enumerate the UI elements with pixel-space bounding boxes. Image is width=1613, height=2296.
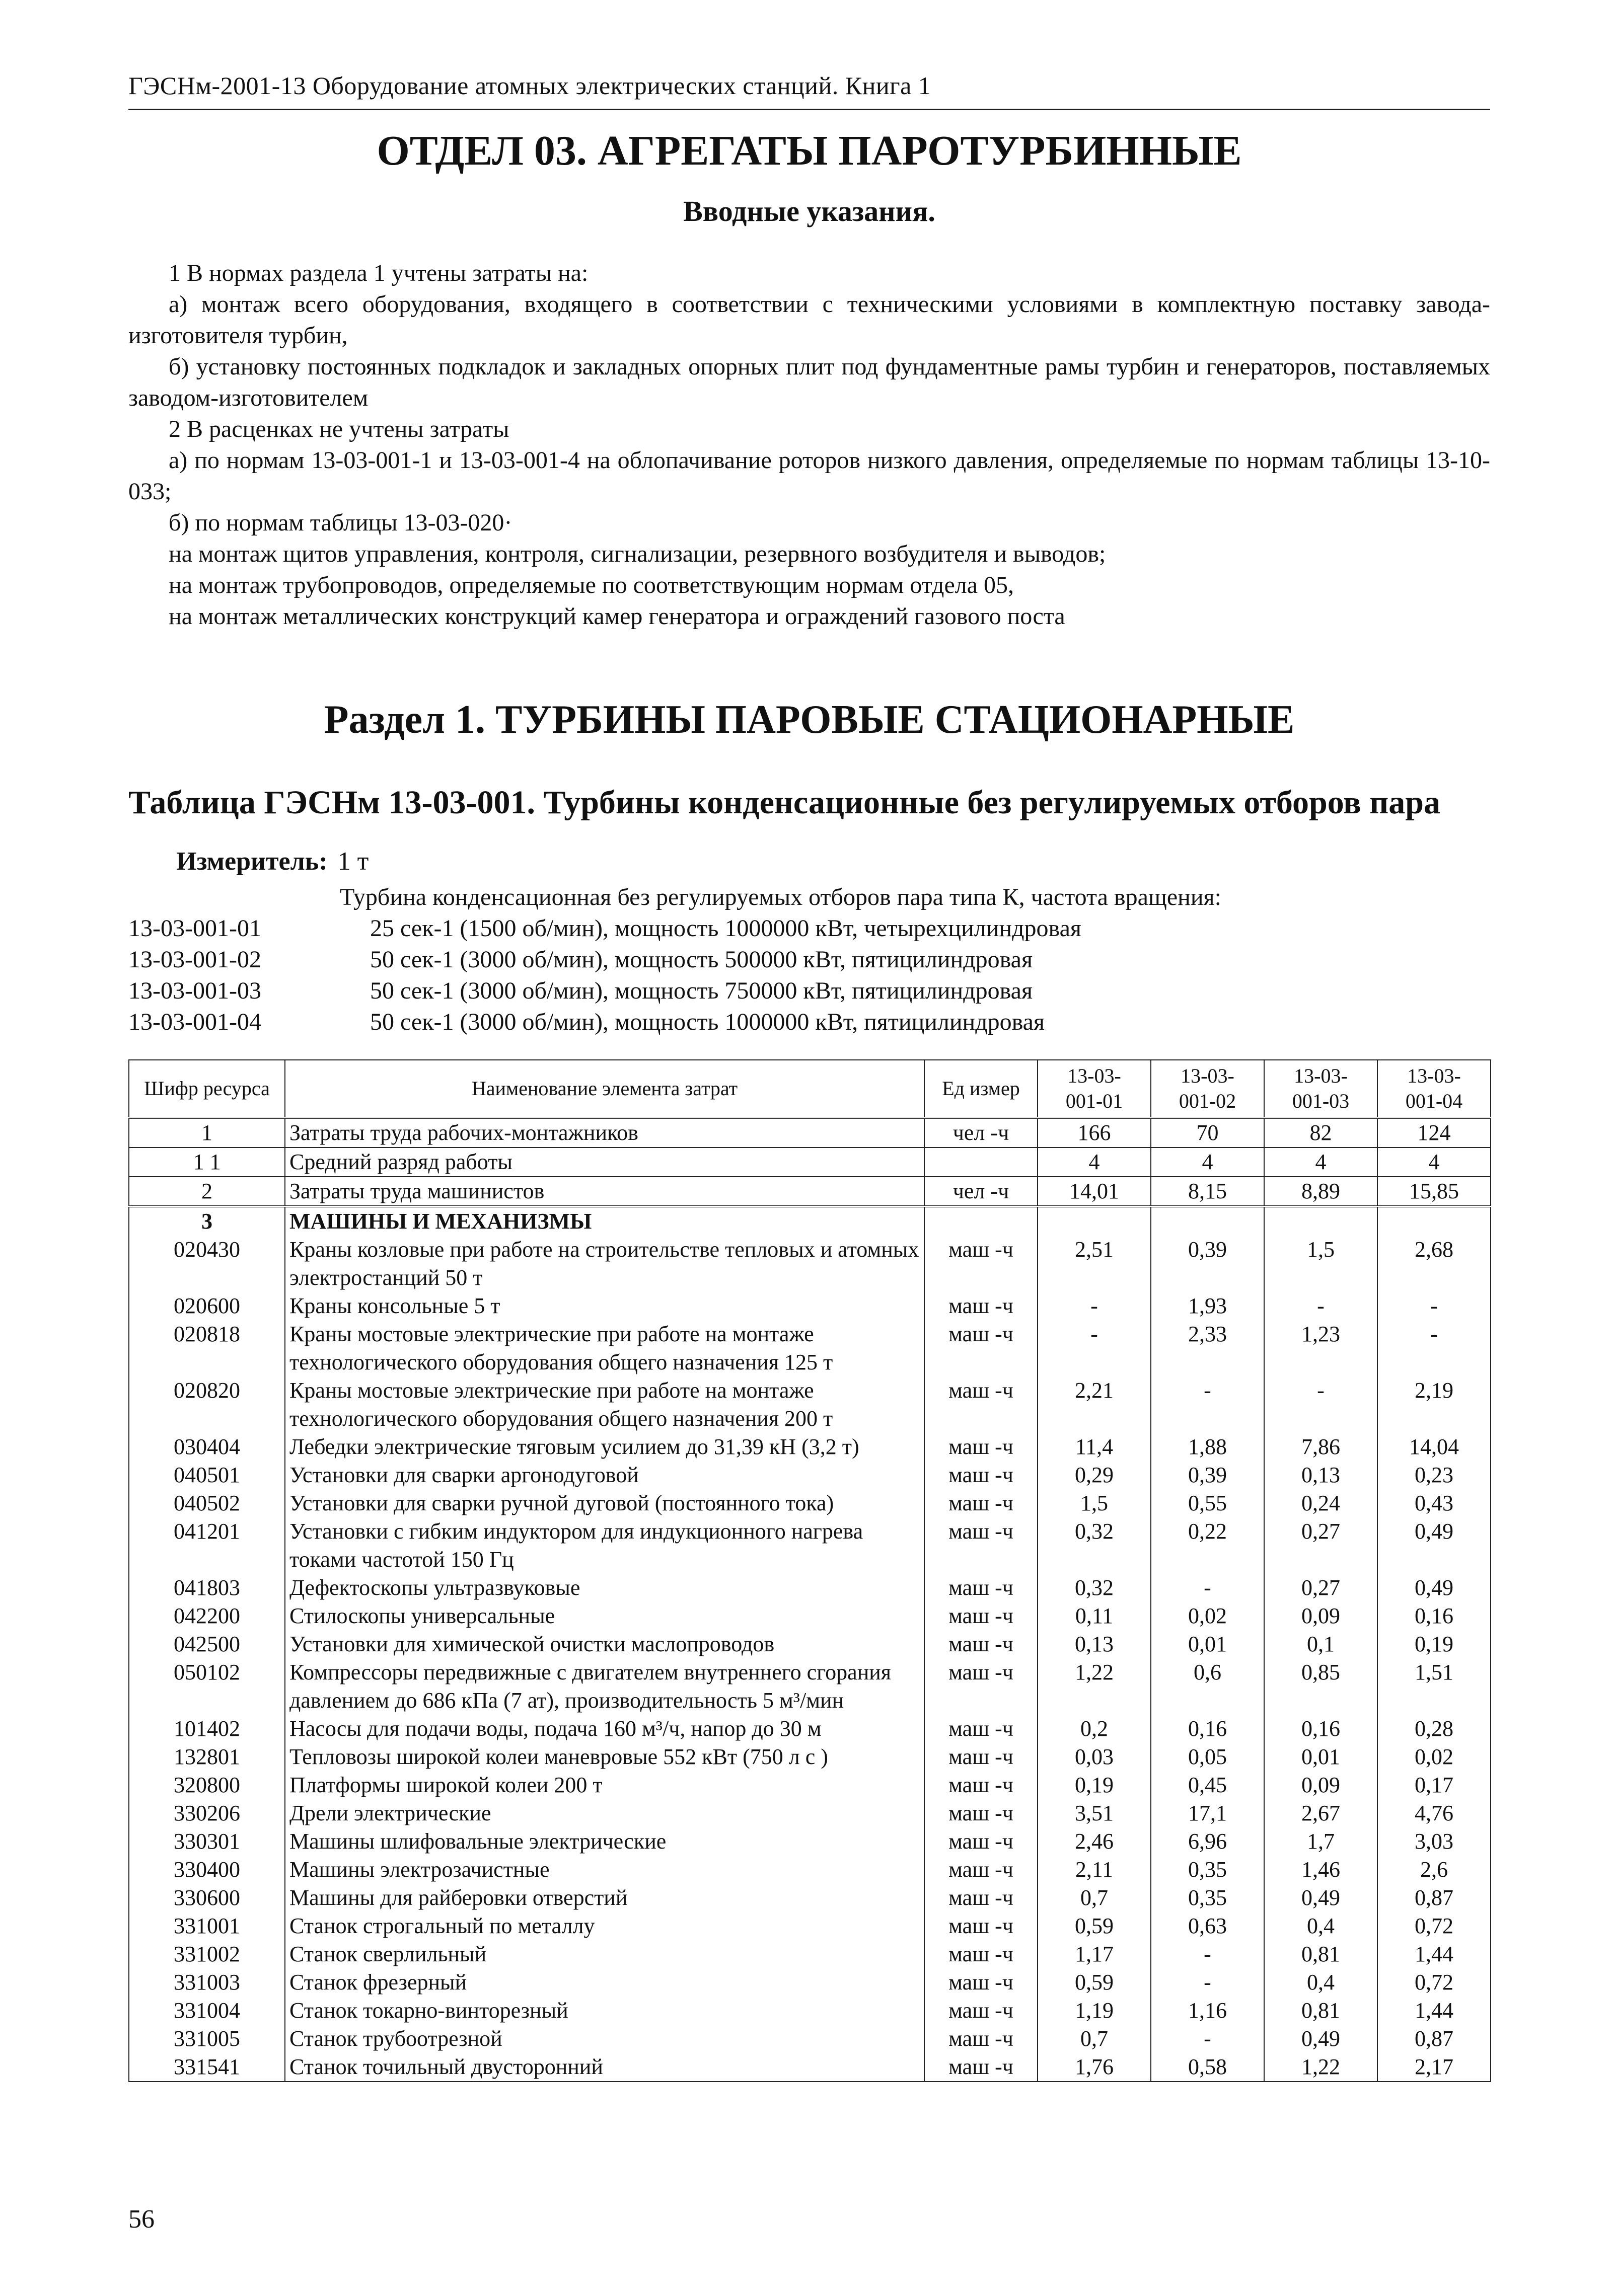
variant-row xyxy=(128,944,1490,975)
resource-value: 1,44 xyxy=(1377,1997,1491,2025)
table-row xyxy=(129,1856,1491,1884)
resource-unit: маш -ч xyxy=(924,2053,1038,2082)
resource-code: 1 xyxy=(129,1118,285,1147)
meter-label: Измеритель: xyxy=(176,847,328,876)
resource-value: 1,22 xyxy=(1038,1658,1151,1715)
resource-value xyxy=(1264,1206,1377,1236)
resource-value: 17,1 xyxy=(1151,1799,1264,1827)
meter-value: 1 т xyxy=(337,847,369,876)
resource-name: Дрели электрические xyxy=(285,1799,924,1827)
resource-value: 70 xyxy=(1151,1118,1264,1147)
table-row xyxy=(129,2053,1491,2082)
resource-value: 82 xyxy=(1264,1118,1377,1147)
table-row xyxy=(129,1292,1491,1320)
resource-value: 4,76 xyxy=(1377,1799,1491,1827)
variant-text: 50 сек-1 (3000 об/мин), мощность 750000 кВт, пятицилиндровая xyxy=(370,977,1033,1004)
resource-value: - xyxy=(1377,1292,1491,1320)
resource-unit: маш -ч xyxy=(924,1376,1038,1433)
resource-value: 0,35 xyxy=(1151,1856,1264,1884)
resource-name: Установки для сварки аргонодуговой xyxy=(285,1461,924,1489)
resource-name: Платформы широкой колеи 200 т xyxy=(285,1771,924,1799)
resource-value: 0,13 xyxy=(1264,1461,1377,1489)
table-header-row xyxy=(129,1060,1491,1118)
resource-value: 2,33 xyxy=(1151,1320,1264,1376)
resource-value: - xyxy=(1038,1320,1151,1376)
resource-name: Установки с гибким индуктором для индукционного нагрева токами частотой 150 Гц xyxy=(285,1517,924,1574)
table-row xyxy=(129,1236,1491,1292)
resource-value: 0,7 xyxy=(1038,1884,1151,1912)
table-row xyxy=(129,1997,1491,2025)
resource-unit: маш -ч xyxy=(924,1236,1038,1292)
resource-name: Насосы для подачи воды, подача 160 м³/ч, напор до 30 м xyxy=(285,1715,924,1743)
resource-value: - xyxy=(1151,2025,1264,2053)
resource-code: 040501 xyxy=(129,1461,285,1489)
variant-text: 50 сек-1 (3000 об/мин), мощность 1000000 кВт, пятицилиндровая xyxy=(370,1009,1045,1035)
resource-unit xyxy=(924,1206,1038,1236)
resource-value: 0,28 xyxy=(1377,1715,1491,1743)
resource-value: 2,46 xyxy=(1038,1827,1151,1856)
variants-list xyxy=(128,882,1490,1038)
resource-value: 124 xyxy=(1377,1118,1491,1147)
table-row xyxy=(129,1884,1491,1912)
resource-value: 1,5 xyxy=(1264,1236,1377,1292)
resource-unit: маш -ч xyxy=(924,1320,1038,1376)
resource-value: 1,44 xyxy=(1377,1940,1491,1968)
resource-value: 0,16 xyxy=(1151,1715,1264,1743)
resource-unit: маш -ч xyxy=(924,1856,1038,1884)
table-row xyxy=(129,1461,1491,1489)
resource-code: 331004 xyxy=(129,1997,285,2025)
resource-code: 330600 xyxy=(129,1884,285,1912)
variant-row xyxy=(128,975,1490,1007)
resource-code: 330206 xyxy=(129,1799,285,1827)
resource-value: 0,49 xyxy=(1377,1517,1491,1574)
resource-value: 4 xyxy=(1264,1147,1377,1177)
resource-unit: маш -ч xyxy=(924,1771,1038,1799)
resource-value: 0,7 xyxy=(1038,2025,1151,2053)
resource-value: 0,87 xyxy=(1377,1884,1491,1912)
resource-value: 0,72 xyxy=(1377,1912,1491,1940)
intro-p2b: б) по нормам таблицы 13-03-020· xyxy=(169,509,512,536)
resource-value: 0,35 xyxy=(1151,1884,1264,1912)
resource-name: Краны козловые при работе на строительстве тепловых и атомных электростанций 50 т xyxy=(285,1236,924,1292)
table-row xyxy=(129,1206,1491,1236)
resource-name: Средний разряд работы xyxy=(285,1147,924,1177)
table-row xyxy=(129,1433,1491,1461)
table-row xyxy=(129,1940,1491,1968)
table-row xyxy=(129,1320,1491,1376)
resource-value: 0,22 xyxy=(1151,1517,1264,1574)
resource-value: 0,81 xyxy=(1264,1997,1377,2025)
resource-value: 0,49 xyxy=(1264,1884,1377,1912)
table-row xyxy=(129,1602,1491,1630)
resource-value: 0,24 xyxy=(1264,1489,1377,1517)
resource-value: 0,29 xyxy=(1038,1461,1151,1489)
resource-value xyxy=(1151,1206,1264,1236)
resource-name: Лебедки электрические тяговым усилием до 31,39 кН (3,2 т) xyxy=(285,1433,924,1461)
resource-value: 2,19 xyxy=(1377,1376,1491,1433)
resource-value: 0,59 xyxy=(1038,1912,1151,1940)
resource-code: 042200 xyxy=(129,1602,285,1630)
col-header-unit: Ед измер xyxy=(924,1060,1038,1118)
resource-value xyxy=(1038,1206,1151,1236)
resource-value: - xyxy=(1038,1292,1151,1320)
intro-p2d: на монтаж трубопроводов, определяемые по соответствующим нормам отдела 05, xyxy=(169,572,1014,598)
resource-code: 020600 xyxy=(129,1292,285,1320)
resource-code: 320800 xyxy=(129,1771,285,1799)
intro-p1b: б) установку постоянных подкладок и закладных опорных плит под фундаментные рамы турбин и генераторов, поставляемых заводом-изготовителем xyxy=(128,353,1490,411)
resource-unit: маш -ч xyxy=(924,2025,1038,2053)
resource-name: Машины шлифовальные электрические xyxy=(285,1827,924,1856)
resource-code: 3 xyxy=(129,1206,285,1236)
resource-value: 0,13 xyxy=(1038,1630,1151,1658)
resource-value: 8,15 xyxy=(1151,1177,1264,1206)
col-header-v2: 13-03- 001-02 xyxy=(1151,1060,1264,1118)
resource-name: МАШИНЫ И МЕХАНИЗМЫ xyxy=(285,1206,924,1236)
resource-unit: маш -ч xyxy=(924,1940,1038,1968)
table-body xyxy=(129,1118,1491,2082)
resource-unit: маш -ч xyxy=(924,1799,1038,1827)
table-row xyxy=(129,1177,1491,1206)
resource-value: 1,17 xyxy=(1038,1940,1151,1968)
resource-code: 331003 xyxy=(129,1968,285,1997)
table-title: Таблица ГЭСНм 13-03-001. Турбины конденсационные без регулируемых отборов пара xyxy=(128,784,1440,821)
intro-p2c: на монтаж щитов управления, контроля, сигнализации, резервного возбудителя и выводов; xyxy=(169,541,1106,567)
resource-value: 0,16 xyxy=(1264,1715,1377,1743)
resource-code: 020818 xyxy=(129,1320,285,1376)
resource-code: 331002 xyxy=(129,1940,285,1968)
resource-value: 0,4 xyxy=(1264,1968,1377,1997)
resource-name: Краны мостовые электрические при работе на монтаже технологического оборудования общего назначения 200 т xyxy=(285,1376,924,1433)
resource-value: 0,72 xyxy=(1377,1968,1491,1997)
resource-value: 0,43 xyxy=(1377,1489,1491,1517)
resource-unit: маш -ч xyxy=(924,1715,1038,1743)
variant-code: 13-03-001-04 xyxy=(128,1009,261,1035)
table-row xyxy=(129,1799,1491,1827)
resource-code: 2 xyxy=(129,1177,285,1206)
resource-value: 0,32 xyxy=(1038,1517,1151,1574)
intro-p1: 1 В нормах раздела 1 учтены затраты на: xyxy=(169,260,589,286)
resource-value: 0,09 xyxy=(1264,1602,1377,1630)
resource-value: 0,63 xyxy=(1151,1912,1264,1940)
resource-value: - xyxy=(1151,1940,1264,1968)
resource-value: 0,39 xyxy=(1151,1236,1264,1292)
resource-value: 0,05 xyxy=(1151,1743,1264,1771)
resource-value: 1,19 xyxy=(1038,1997,1151,2025)
variant-code: 13-03-001-03 xyxy=(128,977,261,1004)
resource-value: 0,45 xyxy=(1151,1771,1264,1799)
variant-text: 25 сек-1 (1500 об/мин), мощность 1000000 кВт, четырехцилиндровая xyxy=(370,915,1081,942)
resource-name: Краны консольные 5 т xyxy=(285,1292,924,1320)
resource-name: Установки для сварки ручной дуговой (постоянного тока) xyxy=(285,1489,924,1517)
resource-value: 2,68 xyxy=(1377,1236,1491,1292)
running-header: ГЭСНм-2001-13 Оборудование атомных электрических станций. Книга 1 xyxy=(128,71,931,100)
resource-name: Машины для райберовки отверстий xyxy=(285,1884,924,1912)
resource-code: 041803 xyxy=(129,1574,285,1602)
table-row xyxy=(129,2025,1491,2053)
resource-code: 330400 xyxy=(129,1856,285,1884)
resource-name: Затраты труда рабочих-монтажников xyxy=(285,1118,924,1147)
resource-unit: чел -ч xyxy=(924,1118,1038,1147)
resource-value: - xyxy=(1151,1376,1264,1433)
resource-value: 7,86 xyxy=(1264,1433,1377,1461)
col-header-v4: 13-03- 001-04 xyxy=(1377,1060,1491,1118)
resource-value: 0,49 xyxy=(1264,2025,1377,2053)
table-row xyxy=(129,1715,1491,1743)
resource-name: Станок трубоотрезной xyxy=(285,2025,924,2053)
resource-value: 2,17 xyxy=(1377,2053,1491,2082)
table-row xyxy=(129,1574,1491,1602)
resource-unit: маш -ч xyxy=(924,1574,1038,1602)
resource-value: 11,4 xyxy=(1038,1433,1151,1461)
col-header-v1: 13-03- 001-01 xyxy=(1038,1060,1151,1118)
resource-value: 1,88 xyxy=(1151,1433,1264,1461)
variant-code: 13-03-001-01 xyxy=(128,915,261,942)
resource-value: 4 xyxy=(1377,1147,1491,1177)
resource-value: 15,85 xyxy=(1377,1177,1491,1206)
resource-name: Компрессоры передвижные с двигателем внутреннего сгорания давлением до 686 кПа (7 ат), производительность 5 м³/мин xyxy=(285,1658,924,1715)
resource-unit: маш -ч xyxy=(924,1827,1038,1856)
table-row xyxy=(129,1912,1491,1940)
resource-value: 0,02 xyxy=(1151,1602,1264,1630)
resource-code: 040502 xyxy=(129,1489,285,1517)
resource-value: 0,1 xyxy=(1264,1630,1377,1658)
resource-value: 2,21 xyxy=(1038,1376,1151,1433)
resource-name: Дефектоскопы ультразвуковые xyxy=(285,1574,924,1602)
resource-code: 101402 xyxy=(129,1715,285,1743)
resource-value: 14,04 xyxy=(1377,1433,1491,1461)
resource-code: 330301 xyxy=(129,1827,285,1856)
resource-unit xyxy=(924,1147,1038,1177)
variants-intro: Турбина конденсационная без регулируемых отборов пара типа К, частота вращения: xyxy=(340,884,1221,910)
resource-value: 6,96 xyxy=(1151,1827,1264,1856)
resource-value: 0,01 xyxy=(1264,1743,1377,1771)
resource-value: 0,01 xyxy=(1151,1630,1264,1658)
resource-value: 0,27 xyxy=(1264,1517,1377,1574)
resource-code: 042500 xyxy=(129,1630,285,1658)
part-title: Раздел 1. ТУРБИНЫ ПАРОВЫЕ СТАЦИОНАРНЫЕ xyxy=(324,698,1295,742)
table-row xyxy=(129,1771,1491,1799)
resource-value: 4 xyxy=(1038,1147,1151,1177)
resource-value: - xyxy=(1264,1376,1377,1433)
variant-row xyxy=(128,1007,1490,1038)
resource-value: 0,85 xyxy=(1264,1658,1377,1715)
table-row xyxy=(129,1827,1491,1856)
resource-code: 331001 xyxy=(129,1912,285,1940)
resource-unit: маш -ч xyxy=(924,1461,1038,1489)
resource-value: 0,32 xyxy=(1038,1574,1151,1602)
variant-row xyxy=(128,913,1490,944)
table-row xyxy=(129,1118,1491,1147)
resource-value: - xyxy=(1264,1292,1377,1320)
resource-value: 0,81 xyxy=(1264,1940,1377,1968)
resource-value: 1,7 xyxy=(1264,1827,1377,1856)
resource-unit: маш -ч xyxy=(924,1884,1038,1912)
table-row xyxy=(129,1376,1491,1433)
resource-value: 0,02 xyxy=(1377,1743,1491,1771)
resource-value: 2,51 xyxy=(1038,1236,1151,1292)
resource-unit: маш -ч xyxy=(924,1630,1038,1658)
resource-name: Тепловозы широкой колеи маневровые 552 кВт (750 л с ) xyxy=(285,1743,924,1771)
resource-name: Станок строгальный по металлу xyxy=(285,1912,924,1940)
resource-value xyxy=(1377,1206,1491,1236)
resource-code: 1 1 xyxy=(129,1147,285,1177)
resource-value: 0,19 xyxy=(1038,1771,1151,1799)
resource-value: 1,5 xyxy=(1038,1489,1151,1517)
resource-code: 030404 xyxy=(129,1433,285,1461)
resource-value: 4 xyxy=(1151,1147,1264,1177)
resource-value: 0,58 xyxy=(1151,2053,1264,2082)
resource-value: 0,16 xyxy=(1377,1602,1491,1630)
section-title: ОТДЕЛ 03. АГРЕГАТЫ ПАРОТУРБИННЫЕ xyxy=(377,127,1242,174)
resource-value: - xyxy=(1377,1320,1491,1376)
header-rule xyxy=(128,109,1490,110)
resource-value: 2,11 xyxy=(1038,1856,1151,1884)
resource-code: 020820 xyxy=(129,1376,285,1433)
resource-code: 020430 xyxy=(129,1236,285,1292)
page-number: 56 xyxy=(128,2205,155,2234)
resource-value: 1,93 xyxy=(1151,1292,1264,1320)
resource-name: Машины электрозачистные xyxy=(285,1856,924,1884)
resource-value: 2,67 xyxy=(1264,1799,1377,1827)
resource-name: Станок сверлильный xyxy=(285,1940,924,1968)
resource-value: 8,89 xyxy=(1264,1177,1377,1206)
resource-unit: маш -ч xyxy=(924,1997,1038,2025)
col-header-name: Наименование элемента затрат xyxy=(285,1060,924,1118)
resource-value: 0,23 xyxy=(1377,1461,1491,1489)
intro-text xyxy=(128,258,1490,632)
variant-code: 13-03-001-02 xyxy=(128,946,261,973)
resource-code: 331541 xyxy=(129,2053,285,2082)
resource-value: 1,23 xyxy=(1264,1320,1377,1376)
meter xyxy=(176,846,369,878)
resource-value: 0,03 xyxy=(1038,1743,1151,1771)
resource-name: Установки для химической очистки маслопроводов xyxy=(285,1630,924,1658)
resource-value: 1,16 xyxy=(1151,1997,1264,2025)
table-row xyxy=(129,1489,1491,1517)
variant-text: 50 сек-1 (3000 об/мин), мощность 500000 кВт, пятицилиндровая xyxy=(370,946,1033,973)
resource-value: 14,01 xyxy=(1038,1177,1151,1206)
resource-value: 2,6 xyxy=(1377,1856,1491,1884)
resource-name: Краны мостовые электрические при работе на монтаже технологического оборудования общего назначения 125 т xyxy=(285,1320,924,1376)
resource-name: Станок токарно-винторезный xyxy=(285,1997,924,2025)
resource-value: 0,49 xyxy=(1377,1574,1491,1602)
resource-name: Станок точильный двусторонний xyxy=(285,2053,924,2082)
resource-value: 0,09 xyxy=(1264,1771,1377,1799)
resource-unit: маш -ч xyxy=(924,1489,1038,1517)
resource-value: - xyxy=(1151,1968,1264,1997)
intro-p2: 2 В расценках не учтены затраты xyxy=(169,416,509,442)
resource-value: 0,6 xyxy=(1151,1658,1264,1715)
resource-code: 331005 xyxy=(129,2025,285,2053)
col-header-v3: 13-03- 001-03 xyxy=(1264,1060,1377,1118)
resource-code: 041201 xyxy=(129,1517,285,1574)
resource-value: 0,17 xyxy=(1377,1771,1491,1799)
resource-value: 0,4 xyxy=(1264,1912,1377,1940)
resource-value: 0,87 xyxy=(1377,2025,1491,2053)
resource-value: 0,39 xyxy=(1151,1461,1264,1489)
table-row xyxy=(129,1658,1491,1715)
resource-unit: маш -ч xyxy=(924,1433,1038,1461)
resource-value: 0,11 xyxy=(1038,1602,1151,1630)
resource-table xyxy=(128,1059,1491,2082)
resource-code: 132801 xyxy=(129,1743,285,1771)
table-row xyxy=(129,1743,1491,1771)
resource-unit: маш -ч xyxy=(924,1968,1038,1997)
resource-name: Станок фрезерный xyxy=(285,1968,924,1997)
resource-code: 050102 xyxy=(129,1658,285,1715)
resource-value: 3,03 xyxy=(1377,1827,1491,1856)
resource-value: 0,59 xyxy=(1038,1968,1151,1997)
resource-value: 1,51 xyxy=(1377,1658,1491,1715)
col-header-code: Шифр ресурса xyxy=(129,1060,285,1118)
resource-unit: маш -ч xyxy=(924,1743,1038,1771)
resource-value: 1,22 xyxy=(1264,2053,1377,2082)
resource-unit: маш -ч xyxy=(924,1292,1038,1320)
resource-value: 0,2 xyxy=(1038,1715,1151,1743)
resource-value: 0,19 xyxy=(1377,1630,1491,1658)
intro-p2e: на монтаж металлических конструкций камер генератора и ограждений газового поста xyxy=(169,603,1065,630)
resource-value: 166 xyxy=(1038,1118,1151,1147)
resource-value: 1,46 xyxy=(1264,1856,1377,1884)
resource-value: 0,27 xyxy=(1264,1574,1377,1602)
table-row xyxy=(129,1630,1491,1658)
intro-p1a: а) монтаж всего оборудования, входящего в соответствии с техническими условиями в комплектную поставку завода-изготовителя турбин, xyxy=(128,291,1490,349)
resource-unit: маш -ч xyxy=(924,1517,1038,1574)
table-row xyxy=(129,1147,1491,1177)
intro-title: Вводные указания. xyxy=(683,195,935,227)
intro-p2a: а) по нормам 13-03-001-1 и 13-03-001-4 на облопачивание роторов низкого давления, определяемые по нормам таблицы 13-10-033; xyxy=(128,447,1490,505)
table-row xyxy=(129,1517,1491,1574)
resource-unit: маш -ч xyxy=(924,1602,1038,1630)
table-row xyxy=(129,1968,1491,1997)
resource-name: Стилоскопы универсальные xyxy=(285,1602,924,1630)
resource-unit: маш -ч xyxy=(924,1912,1038,1940)
resource-value: 0,55 xyxy=(1151,1489,1264,1517)
resource-value: 3,51 xyxy=(1038,1799,1151,1827)
resource-name: Затраты труда машинистов xyxy=(285,1177,924,1206)
resource-unit: чел -ч xyxy=(924,1177,1038,1206)
resource-value: - xyxy=(1151,1574,1264,1602)
resource-value: 1,76 xyxy=(1038,2053,1151,2082)
resource-unit: маш -ч xyxy=(924,1658,1038,1715)
